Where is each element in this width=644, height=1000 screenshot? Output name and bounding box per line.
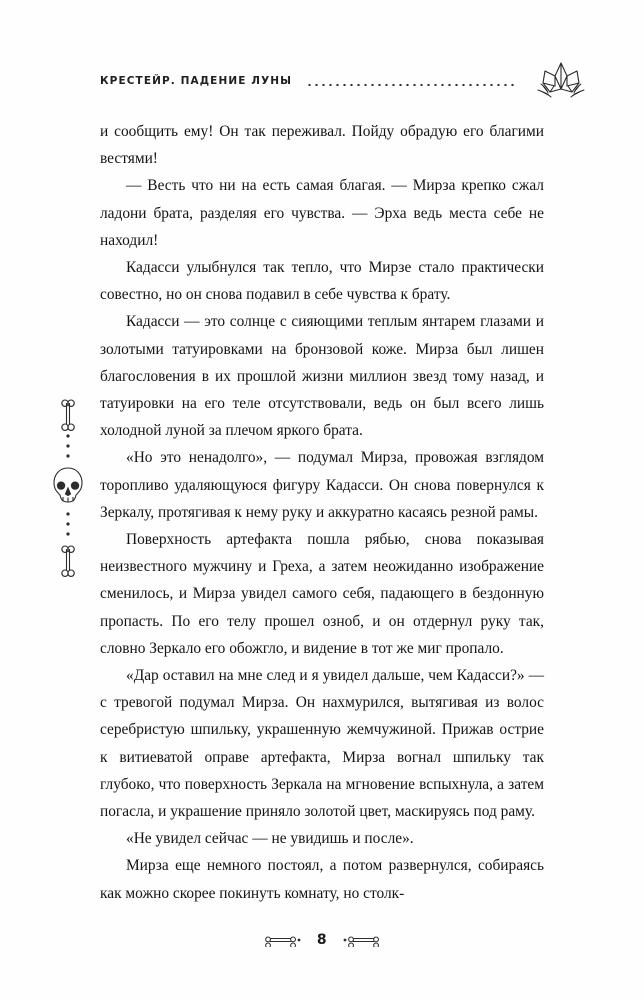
running-head-dot-leader <box>306 76 516 86</box>
paragraph: и сообщить ему! Он так переживал. Пойду обрадую его благими вестями! <box>100 123 544 168</box>
paragraph: «Не увидел сейчас — не увидишь и после». <box>126 830 414 848</box>
crystal-ornament-icon <box>534 59 588 99</box>
skull-and-bones-ornament-icon <box>48 396 88 586</box>
paragraph: — Весть что ни на есть самая благая. — Мирза крепко сжал ладони брата, разделяя его чувства. — Эрха ведь места себе не находил! <box>100 177 544 249</box>
page-number: 8 <box>316 932 328 948</box>
running-head <box>100 64 588 98</box>
paragraph: Кадасси — это солнце с сияющими теплым янтарем глазами и золотыми татуировками на бронзовой коже. Мирза был лишен благословения в их прошлой жизни миллион звезд тому назад, и татуировки на его теле отсутствовали, ведь он был всего лишь холодной луной за плечом яркого брата. <box>100 313 544 440</box>
paragraph: Поверхность артефакта пошла рябью, снова показывая неизвестного мужчину и Греха, а затем неожиданно изображение сменилось, и Мирза увидел самого себя, падающего в бездонную пропасть. По его телу прошел озноб, и он отдернул руку так, словно Зеркало его обожгло, и видение в тот же миг пропало. <box>100 531 544 657</box>
page-folio <box>0 932 644 948</box>
page-body-text <box>100 118 544 907</box>
paragraph: «Дар оставил на мне след и я увидел дальше, чем Кадасси?» — с тревогой подумал Мирза. Он нахмурился, вытягивая из волос серебристую шпильку, украшенную жемчужиной. Прижав острие к витиеватой оправе артефакта, Мирза вогнал шпильку так глубоко, что поверхность Зеркала на мгновение вспыхнула, а затем погасла, и украшение приняло золотой цвет, маскируясь под раму. <box>100 667 544 821</box>
bone-ornament-icon <box>341 933 383 947</box>
paragraph: Мирза еще немного постоял, а потом развернулся, собираясь как можно скорее покинуть комнату, но столк- <box>100 857 544 902</box>
paragraph: «Но это ненадолго», — подумал Мирза, провожая взглядом торопливо удаляющуюся фигуру Кадасси. Он снова повернулся к Зеркалу, протягивая к нему руку и аккуратно касаясь резной рамы. <box>100 449 544 521</box>
paragraph: Кадасси улыбнулся так тепло, что Мирзе стало практически совестно, но он снова подавил в себе чувства к брату. <box>100 259 544 304</box>
running-head-title: КРЕСТЕЙР. ПАДЕНИЕ ЛУНЫ <box>100 75 293 87</box>
bone-ornament-icon <box>261 933 303 947</box>
